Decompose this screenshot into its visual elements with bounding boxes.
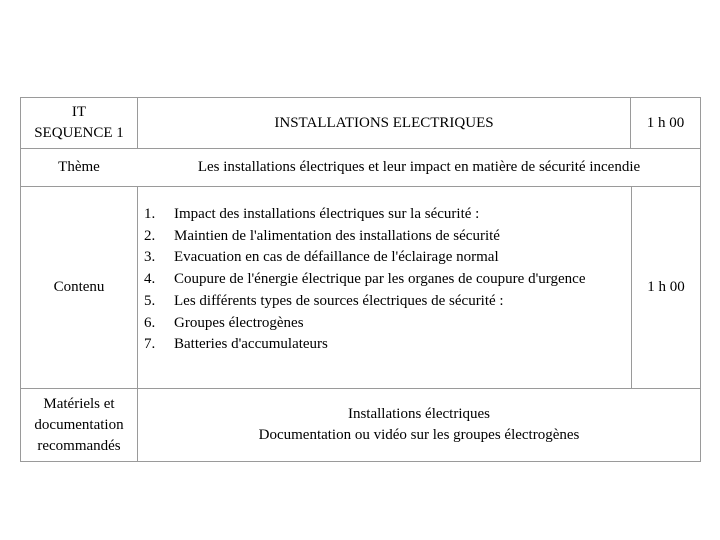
list-item [144, 269, 614, 291]
list-item [144, 291, 614, 313]
list-item [144, 313, 614, 335]
theme-value-cell [138, 149, 700, 186]
list-item-number: 3. [144, 249, 156, 266]
contenu-list [144, 204, 614, 356]
header-duration: 1 h 00 [646, 114, 685, 131]
list-item [144, 334, 614, 356]
contenu-duration-cell [632, 187, 700, 388]
materiels-line2: Documentation ou vidéo sur les groupes électrogènes [258, 427, 580, 443]
list-item [144, 204, 614, 226]
sequence-label-line2: SEQUENCE 1 [34, 125, 124, 141]
materiels-label-cell [21, 389, 137, 461]
table-border-right [700, 97, 701, 462]
list-item-number: 1. [144, 206, 156, 222]
contenu-label-cell [21, 187, 137, 388]
table-border-bottom [20, 461, 701, 462]
list-item-text: Coupure de l'énergie électrique par les organes de coupure d'urgence [174, 271, 586, 288]
sequence-title: INSTALLATIONS ELECTRIQUES [274, 114, 494, 131]
contenu-duration: 1 h 00 [647, 279, 685, 295]
list-item-text: Les différents types de sources électriques de sécurité : [174, 292, 504, 309]
materiels-label-line3: recommandés [37, 437, 121, 454]
theme-label: Thème [58, 159, 100, 175]
list-item-text: Maintien de l'alimentation des installations de sécurité [174, 227, 500, 244]
materiels-label-line2: documentation [34, 416, 124, 433]
sequence-title-cell [138, 98, 630, 148]
list-item-number: 2. [144, 227, 156, 244]
materiels-label-line1: Matériels et [43, 395, 115, 412]
list-item-number: 7. [144, 336, 156, 353]
sequence-label-line1: IT [71, 104, 87, 120]
list-item-text: Batteries d'accumulateurs [174, 336, 328, 353]
list-item-number: 5. [144, 292, 156, 309]
theme-label-cell [21, 149, 137, 186]
sequence-table [20, 97, 701, 462]
list-item-number: 4. [144, 271, 156, 288]
header-duration-cell [631, 98, 700, 148]
list-item-text: Impact des installations électriques sur la sécurité : [174, 206, 480, 222]
materiels-value-cell [138, 389, 700, 461]
list-item-number: 6. [144, 314, 156, 331]
contenu-label: Contenu [53, 279, 105, 295]
sequence-label-cell [21, 98, 137, 148]
theme-value: Les installations électriques et leur impact en matière de sécurité incendie [197, 159, 641, 175]
list-item [144, 226, 614, 248]
list-item [144, 247, 614, 269]
materiels-line1: Installations électriques [347, 406, 491, 422]
list-item-text: Evacuation en cas de défaillance de l'éclairage normal [174, 249, 499, 266]
list-item-text: Groupes électrogènes [174, 314, 304, 331]
